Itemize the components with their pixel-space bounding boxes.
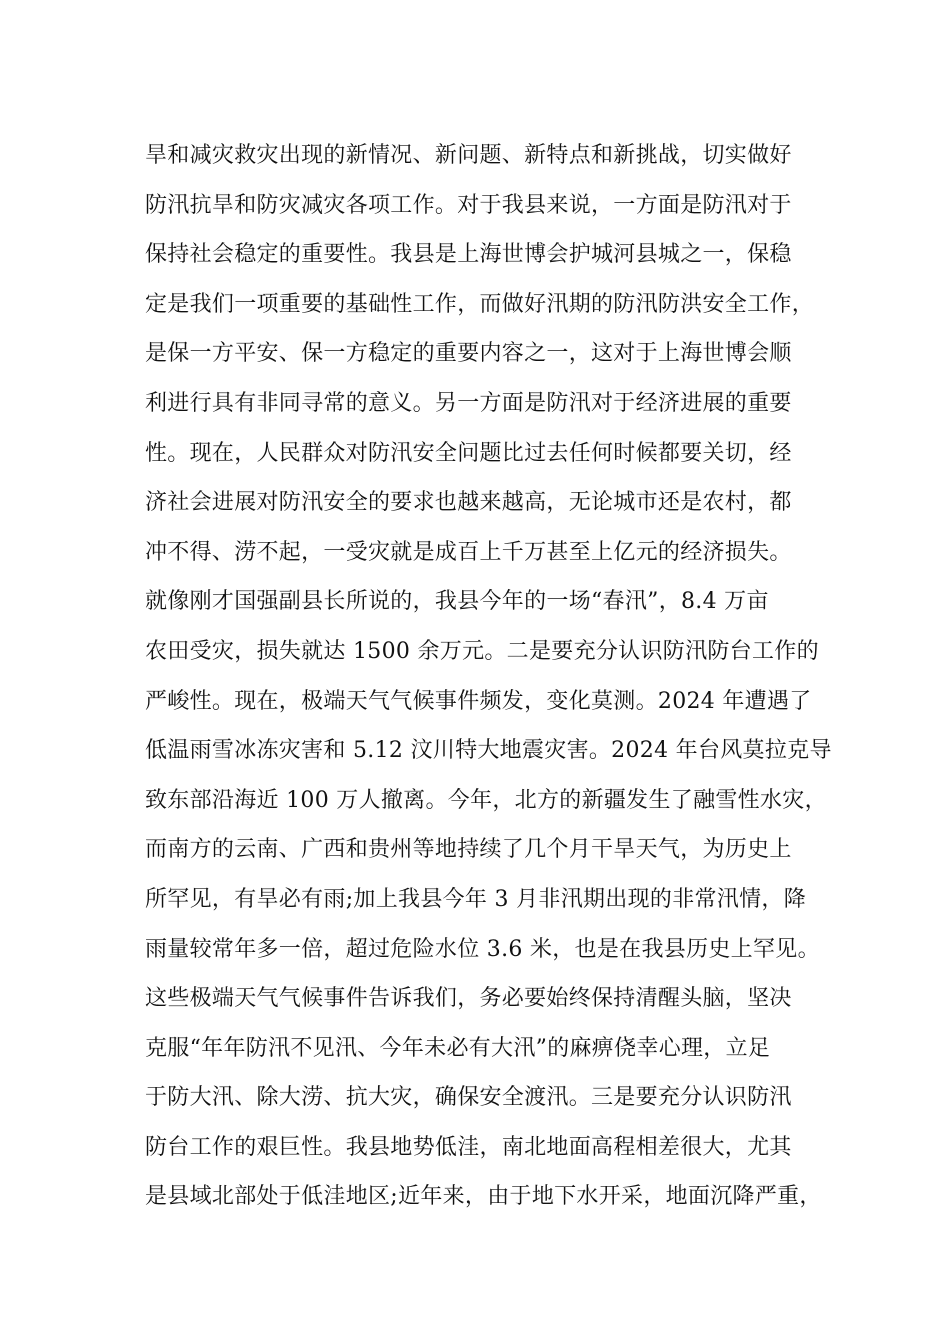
- text-line: 雨量较常年多一倍，超过危险水位 3.6 米，也是在我县历史上罕见。: [145, 936, 820, 962]
- body-text: [145, 131, 835, 1222]
- text-line: 所罕见，有旱必有雨;加上我县今年 3 月非汛期出现的非常汛情，降: [145, 886, 806, 912]
- text-line: 定是我们一项重要的基础性工作，而做好汛期的防汛防洪安全工作，: [145, 291, 815, 317]
- text-line: 低温雨雪冰冻灾害和 5.12 汶川特大地震灾害。2024 年台风莫拉克导: [145, 738, 832, 764]
- text-line: 性。现在，人民群众对防汛安全问题比过去任何时候都要关切，经: [145, 440, 792, 466]
- text-line: 是保一方平安、保一方稳定的重要内容之一，这对于上海世博会顺: [145, 341, 792, 367]
- text-line: 这些极端天气气候事件告诉我们，务必要始终保持清醒头脑，坚决: [145, 986, 792, 1012]
- text-line: 冲不得、涝不起，一受灾就是成百上千万甚至上亿元的经济损失。: [145, 539, 792, 565]
- text-line: 旱和减灾救灾出现的新情况、新问题、新特点和新挑战，切实做好: [145, 143, 792, 168]
- text-line: 济社会进展对防汛安全的要求也越来越高，无论城市还是农村，都: [145, 490, 792, 516]
- text-line: 就像刚才国强副县长所说的，我县今年的一场“春汛”，8.4 万亩: [145, 589, 769, 615]
- text-line: 致东部沿海近 100 万人撤离。今年，北方的新疆发生了融雪性水灾，: [145, 787, 827, 813]
- text-line: 防台工作的艰巨性。我县地势低洼，南北地面高程相差很大，尤其: [145, 1134, 792, 1160]
- text-line: 防汛抗旱和防灾减灾各项工作。对于我县来说，一方面是防汛对于: [145, 192, 792, 218]
- text-line: 农田受灾，损失就达 1500 余万元。二是要充分认识防汛防台工作的: [145, 638, 819, 664]
- text-line: 严峻性。现在，极端天气气候事件频发，变化莫测。2024 年遭遇了: [145, 688, 812, 714]
- text-line: 是县域北部处于低洼地区;近年来，由于地下水开采，地面沉降严重，: [145, 1184, 822, 1210]
- text-line: 克服“年年防汛不见汛、今年未必有大汛”的麻痹侥幸心理，立足: [145, 1035, 771, 1061]
- text-line: 利进行具有非同寻常的意义。另一方面是防汛对于经济进展的重要: [145, 390, 792, 416]
- text-line: 而南方的云南、广西和贵州等地持续了几个月干旱天气，为历史上: [145, 837, 792, 863]
- text-line: 保持社会稳定的重要性。我县是上海世博会护城河县城之一，保稳: [145, 242, 792, 268]
- text-line: 于防大汛、除大涝、抗大灾，确保安全渡汛。三是要充分认识防汛: [145, 1085, 792, 1111]
